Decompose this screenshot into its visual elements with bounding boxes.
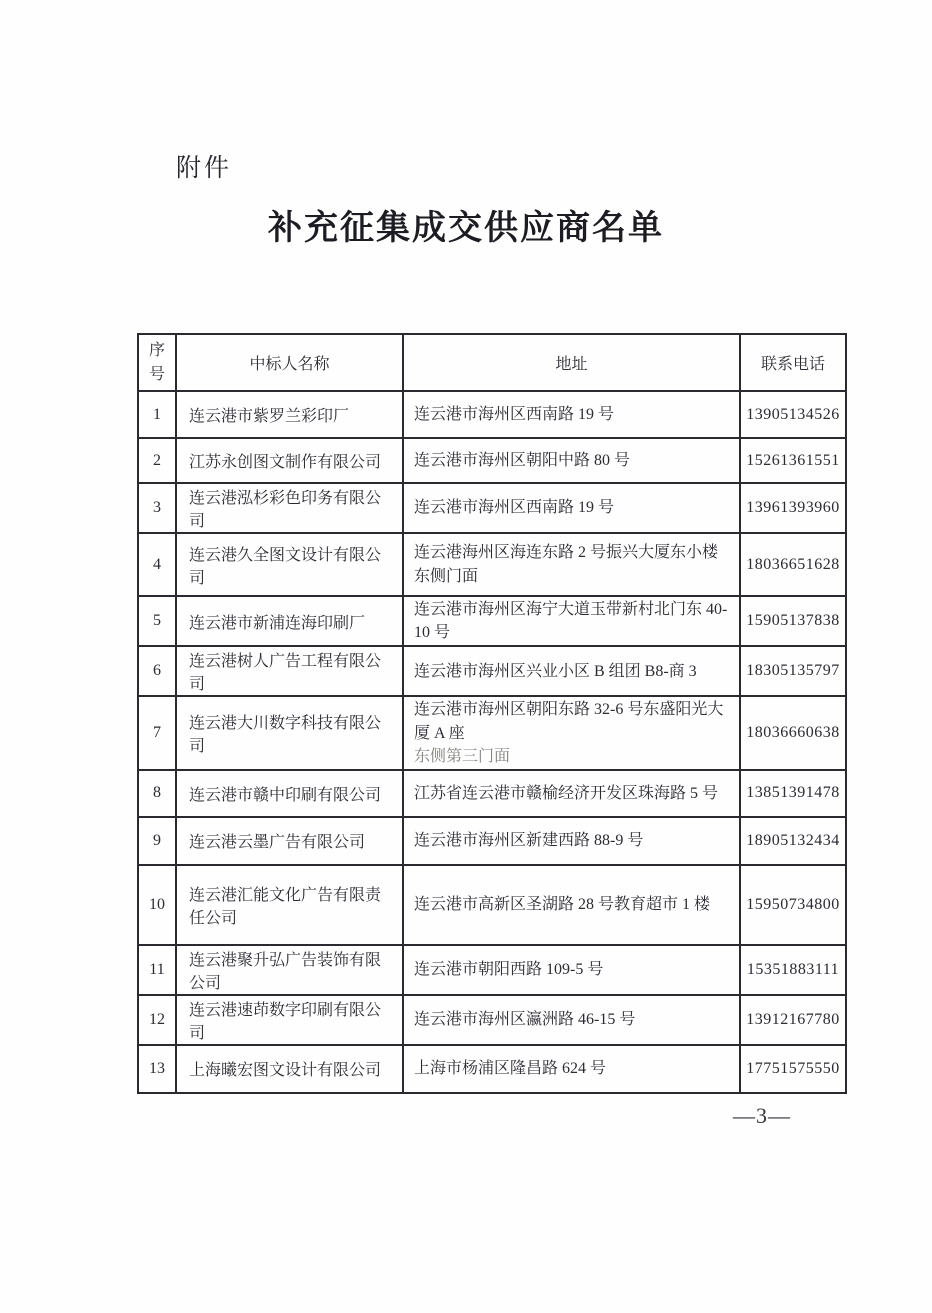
bidder-name-cell: 连云港市新浦连海印刷厂 (176, 596, 403, 646)
bidder-name-cell: 连云港泓杉彩色印务有限公司 (176, 483, 403, 533)
table-row (138, 596, 846, 646)
address-cell: 连云港市海州区西南路 19 号 (403, 391, 740, 438)
bidder-name-cell: 连云港汇能文化广告有限责任公司 (176, 865, 403, 945)
bidder-name-cell: 连云港云墨广告有限公司 (176, 817, 403, 865)
table-row (138, 483, 846, 533)
bidder-name-cell: 连云港大川数字科技有限公司 (176, 696, 403, 770)
page-title: 补充征集成交供应商名单 (268, 210, 664, 247)
phone-cell: 18305135797 (740, 646, 846, 696)
address-cell: 连云港市海州区兴业小区 B 组团 B8-商 3 (403, 646, 740, 696)
phone-cell: 15261361551 (740, 438, 846, 483)
address-cell: 连云港市海州区西南路 19 号 (403, 483, 740, 533)
phone-cell: 17751575550 (740, 1045, 846, 1093)
page-number: —3— (733, 1103, 791, 1128)
row-index-cell: 12 (138, 995, 176, 1045)
row-index-cell: 13 (138, 1045, 176, 1093)
header-address: 地址 (403, 334, 740, 391)
bidder-name-cell: 连云港速茚数字印刷有限公司 (176, 995, 403, 1045)
row-index-cell: 6 (138, 646, 176, 696)
table-row (138, 995, 846, 1045)
bidder-name-cell: 连云港久全图文设计有限公司 (176, 533, 403, 596)
table-row (138, 945, 846, 995)
table-row (138, 865, 846, 945)
address-cell: 连云港市海州区瀛洲路 46-15 号 (403, 995, 740, 1045)
address-cell: 连云港市海州区海宁大道玉带新村北门东 40-10 号 (403, 596, 740, 646)
bidder-name-cell: 连云港市紫罗兰彩印厂 (176, 391, 403, 438)
address-cell: 连云港市高新区圣湖路 28 号教育超市 1 楼 (403, 865, 740, 945)
row-index-cell: 5 (138, 596, 176, 646)
address-cell (403, 696, 740, 770)
address-cell: 连云港市朝阳西路 109-5 号 (403, 945, 740, 995)
table-row (138, 646, 846, 696)
bidder-name-cell: 上海曦宏图文设计有限公司 (176, 1045, 403, 1093)
header-index: 序号 (138, 334, 176, 391)
address-cell: 上海市杨浦区隆昌路 624 号 (403, 1045, 740, 1093)
address-cell: 连云港市海州区新建西路 88-9 号 (403, 817, 740, 865)
bidder-name-cell: 连云港聚升弘广告装饰有限公司 (176, 945, 403, 995)
phone-cell: 18036651628 (740, 533, 846, 596)
phone-cell: 13851391478 (740, 770, 846, 817)
row-index-cell: 8 (138, 770, 176, 817)
phone-cell: 18905132434 (740, 817, 846, 865)
table-header-row (138, 334, 846, 391)
address-cell: 连云港市海州区朝阳中路 80 号 (403, 438, 740, 483)
table-row (138, 391, 846, 438)
row-index-cell: 4 (138, 533, 176, 596)
header-phone: 联系电话 (740, 334, 846, 391)
bidder-name-cell: 连云港树人广告工程有限公司 (176, 646, 403, 696)
address-cell: 江苏省连云港市赣榆经济开发区珠海路 5 号 (403, 770, 740, 817)
bidder-name-cell: 连云港市赣中印刷有限公司 (176, 770, 403, 817)
row-index-cell: 3 (138, 483, 176, 533)
phone-cell: 13912167780 (740, 995, 846, 1045)
row-index-cell: 10 (138, 865, 176, 945)
row-index-cell: 9 (138, 817, 176, 865)
table-row (138, 696, 846, 770)
address-line-2: 东侧第三门面 (414, 747, 511, 765)
supplier-table (137, 333, 847, 1094)
table-row (138, 770, 846, 817)
attachment-label: 附件 (176, 155, 233, 182)
phone-cell: 15351883111 (740, 945, 846, 995)
row-index-cell: 7 (138, 696, 176, 770)
row-index-cell: 11 (138, 945, 176, 995)
phone-cell: 15905137838 (740, 596, 846, 646)
table-row (138, 1045, 846, 1093)
phone-cell: 13905134526 (740, 391, 846, 438)
header-bidder-name: 中标人名称 (176, 334, 403, 391)
row-index-cell: 2 (138, 438, 176, 483)
phone-cell: 13961393960 (740, 483, 846, 533)
table-row (138, 533, 846, 596)
phone-cell: 18036660638 (740, 696, 846, 770)
address-cell: 连云港海州区海连东路 2 号振兴大厦东小楼东侧门面 (403, 533, 740, 596)
bidder-name-cell: 江苏永创图文制作有限公司 (176, 438, 403, 483)
table-row (138, 817, 846, 865)
table-row (138, 438, 846, 483)
phone-cell: 15950734800 (740, 865, 846, 945)
address-line-1: 连云港市海州区朝阳东路 32-6 号东盛阳光大厦 A 座 (414, 701, 724, 742)
row-index-cell: 1 (138, 391, 176, 438)
